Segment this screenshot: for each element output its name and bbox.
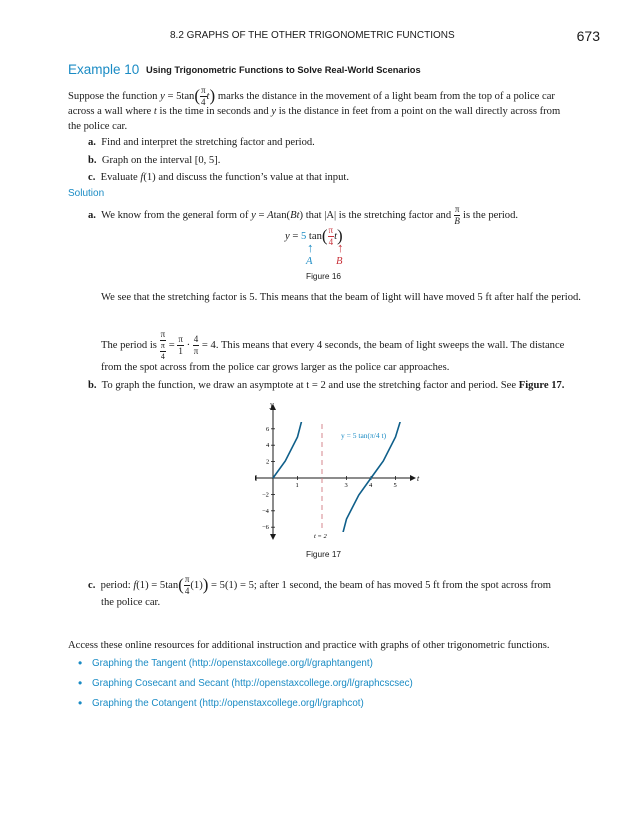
resource-link-text[interactable]: Graphing Cosecant and Secant (http://openstaxcollege.org/l/graphcscsec) (92, 678, 413, 689)
part-c-text-1: Evaluate (100, 172, 138, 183)
figure17-graph (255, 398, 425, 546)
x-tick-label: 3 (344, 482, 348, 489)
intro-text-5: is the distance in feet from a point on the wall directly across from (278, 106, 561, 117)
x-tick-label: 5 (393, 482, 397, 489)
solution-a-text-3: is the period. (463, 209, 519, 221)
period-text-2: This means that every 4 seconds, the beam of light sweeps the wall. The distance (220, 339, 565, 351)
y-tick-label: −4 (262, 507, 269, 515)
solution-a-text: a. We know from the general form of y = Atan(Bt) that |A| is the stretching factor and $\frac{\pi}{B}$ is the period. (88, 204, 519, 226)
asymptote-label: t = 2 (314, 533, 327, 540)
period-text-line2: from the spot across from the police car grows larger as the police car approaches. (101, 362, 450, 373)
part-c-text-2: and discuss the function’s value at that input. (158, 172, 349, 183)
solution-label: Solution (68, 188, 105, 199)
example-label: Example 10 (68, 62, 140, 77)
figure16-caption: Figure 16 (306, 271, 342, 281)
solution-b-text: b. To graph the function, we draw an asymptote at t = 2 and use the stretching factor and period. See Figure 17. (88, 380, 565, 391)
period-text: The period is $\frac{\pi}{\frac{\pi}{4}}$ = $\frac{\pi}{1}$ · $\frac{4}{\pi}$ = 4. This means that every 4 seconds, the beam of light sweeps the wall. The distance (101, 329, 565, 361)
y-tick-label: 4 (266, 442, 270, 450)
bullet-icon: • (78, 696, 83, 710)
y-tick-label: −2 (262, 491, 269, 499)
intro-text-1: Suppose the function (68, 90, 158, 102)
solution-c-text: c. period: f(1) = 5tan( $\frac{\pi}{4}$ (1)) = 5(1) = 5; after 1 second, the beam of has moved 5 ft from the spot across from (88, 573, 552, 596)
resources-intro: Access these online resources for additional instruction and practice with graphs of other trigonometric functions. (68, 640, 550, 651)
x-tick-label: 1 (295, 482, 299, 489)
resources-list (78, 658, 578, 718)
y-axis-arrow (270, 534, 276, 540)
curve-branch-1 (273, 398, 312, 478)
intro-text-3: across a wall where (68, 106, 152, 117)
period-text-1: The period is (101, 339, 157, 351)
part-a: a. Find and interpret the stretching factor and period. (88, 137, 315, 148)
x-axis-arrow (255, 475, 257, 481)
arrow-up-icon: ↑ (337, 240, 344, 255)
running-header: 8.2 GRAPHS OF THE OTHER TRIGONOMETRIC FUNCTIONS (170, 30, 455, 41)
x-axis-arrow (410, 475, 416, 481)
figure17-caption: Figure 17 (306, 549, 342, 559)
solution-b-text-1: To graph the function, we draw an asymptote at t = 2 and use the stretching factor and period. See (101, 380, 517, 391)
resource-link-text[interactable]: Graphing the Cotangent (http://openstaxcollege.org/l/graphcot) (92, 698, 364, 709)
resource-link-text[interactable]: Graphing the Tangent (http://openstaxcollege.org/l/graphtangent) (92, 658, 373, 669)
y-axis-label: y (270, 400, 274, 409)
solution-c-line2: the police car. (101, 597, 161, 608)
solution-a-text-1: We know from the general form of (101, 209, 249, 221)
x-tick-label: 4 (369, 482, 373, 489)
y-tick-label: 6 (266, 425, 270, 433)
part-b-text: Graph on the interval [0, 5]. (101, 155, 221, 166)
intro-text-6: the police car. (68, 121, 128, 133)
bullet-icon: • (78, 656, 83, 670)
part-c: c. Evaluate f(1) and discuss the function’s value at that input. (88, 172, 349, 183)
resource-link[interactable] (78, 698, 578, 718)
intro-text-2: marks the distance in the movement of a light beam from the top of a police car (217, 90, 555, 102)
bullet-icon: • (78, 676, 83, 690)
figure16-label-B: B (336, 256, 343, 267)
solution-c-text-1: period: (100, 579, 131, 591)
arrow-up-icon: ↑ (307, 240, 314, 255)
curve-label: y = 5 tan(π/4 t) (341, 431, 387, 440)
part-a-text: Find and interpret the stretching factor and period. (101, 137, 315, 148)
stretching-factor-text: We see that the stretching factor is 5. This means that the beam of light will have moved 5 ft after half the period. (101, 292, 581, 303)
resource-link[interactable] (78, 658, 578, 678)
figure16-formula: y = 5 tan( $\frac{\pi}{4}$ t) (285, 224, 343, 247)
figure16-label-A: A (306, 256, 313, 267)
solution-c-text-2: after 1 second, the beam of has moved 5 ft from the spot across from (259, 579, 552, 591)
solution-a-text-2: that |A| is the stretching factor and (305, 209, 452, 221)
figure17-reference: Figure 17. (518, 380, 565, 391)
part-b: b. Graph on the interval [0, 5]. (88, 155, 221, 166)
resource-link[interactable] (78, 678, 578, 698)
example-title: Using Trigonometric Functions to Solve Real-World Scenarios (146, 65, 421, 75)
intro-text-4: is the time in seconds and (159, 106, 269, 117)
example-intro: Suppose the function y = 5tan( $\frac{\pi}{4}$ t) marks the distance in the movement of a light beam from the top of a police car across a wall where t is the time in seconds and y is the distance in feet from a point on the wall directly across from the police car. (68, 84, 578, 135)
x-axis-label: t (417, 474, 420, 483)
y-tick-label: −6 (262, 524, 269, 532)
y-tick-label: 2 (266, 458, 270, 466)
page-number: 673 (576, 28, 600, 44)
